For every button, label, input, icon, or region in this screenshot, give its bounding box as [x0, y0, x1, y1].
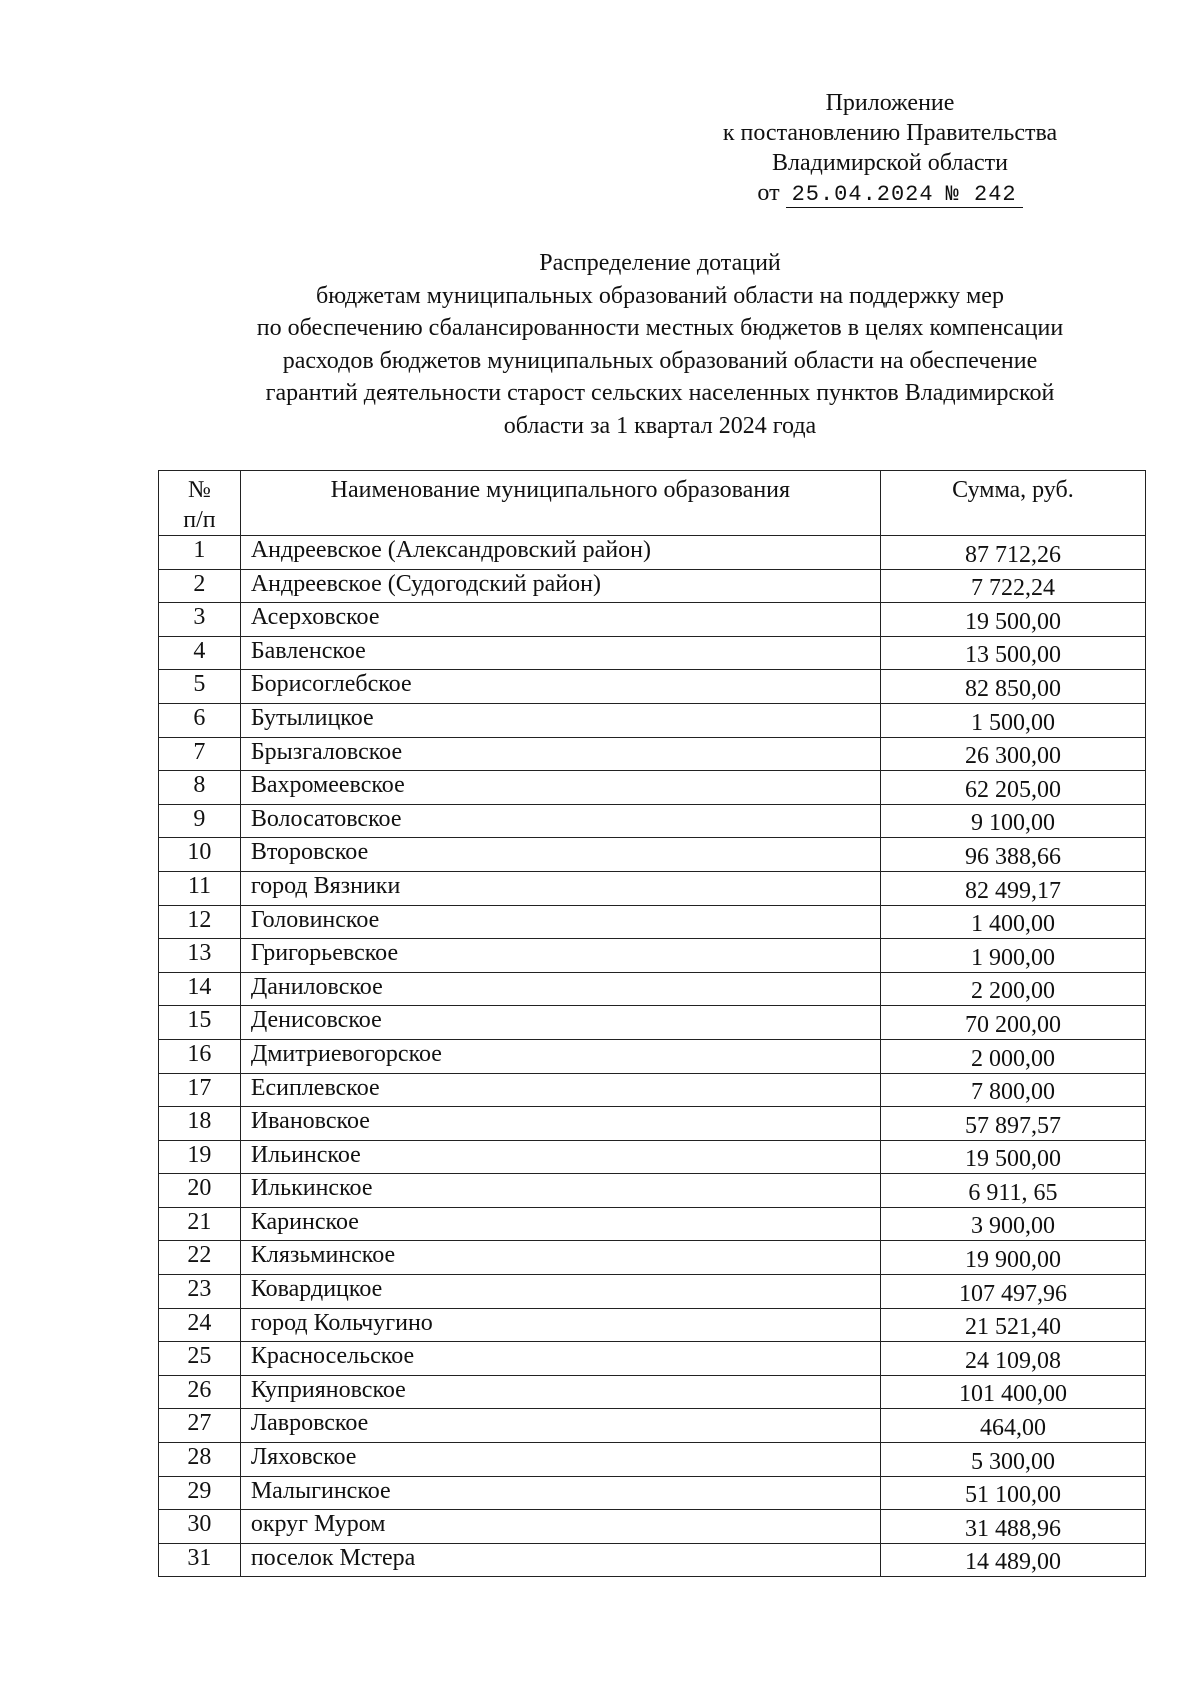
- row-name: Головинское: [240, 905, 880, 939]
- row-number: 15: [159, 1006, 241, 1040]
- row-sum: 21 521,40: [880, 1308, 1145, 1342]
- table-row: [159, 1207, 1146, 1241]
- row-sum: 1 900,00: [880, 939, 1145, 973]
- row-name: Бавленское: [240, 636, 880, 670]
- row-name: Ивановское: [240, 1107, 880, 1141]
- row-number: 29: [159, 1476, 241, 1510]
- row-sum: 96 388,66: [880, 838, 1145, 872]
- row-sum: 19 900,00: [880, 1241, 1145, 1275]
- row-number: 18: [159, 1107, 241, 1141]
- table-row: [159, 536, 1146, 570]
- table-row: [159, 1107, 1146, 1141]
- row-sum: 70 200,00: [880, 1006, 1145, 1040]
- row-number: 4: [159, 636, 241, 670]
- row-number: 30: [159, 1510, 241, 1544]
- row-sum: 9 100,00: [880, 804, 1145, 838]
- row-number: 27: [159, 1409, 241, 1443]
- title-line: расходов бюджетов муниципальных образований области на обеспечение: [282, 347, 1038, 374]
- appendix-header: [690, 88, 1090, 210]
- row-name: Илькинское: [240, 1174, 880, 1208]
- table-row: [159, 838, 1146, 872]
- table-row: [159, 1073, 1146, 1107]
- row-number: 3: [159, 603, 241, 637]
- document-title: [160, 247, 1160, 442]
- row-number: 9: [159, 804, 241, 838]
- title-line: бюджетам муниципальных образований области на поддержку мер: [316, 282, 1004, 309]
- row-sum: 1 400,00: [880, 905, 1145, 939]
- row-sum: 7 722,24: [880, 569, 1145, 603]
- row-number: 24: [159, 1308, 241, 1342]
- row-number: 19: [159, 1140, 241, 1174]
- header-name: Наименование муниципального образования: [240, 471, 880, 536]
- row-name: Второвское: [240, 838, 880, 872]
- header-sum: Сумма, руб.: [880, 471, 1145, 536]
- table-row: [159, 1174, 1146, 1208]
- appendix-label: Приложение: [825, 90, 955, 116]
- table-row: [159, 703, 1146, 737]
- table-row: [159, 569, 1146, 603]
- row-number: 21: [159, 1207, 241, 1241]
- row-sum: 464,00: [880, 1409, 1145, 1443]
- row-sum: 87 712,26: [880, 536, 1145, 570]
- row-name: Денисовское: [240, 1006, 880, 1040]
- row-sum: 7 800,00: [880, 1073, 1145, 1107]
- row-sum: 107 497,96: [880, 1275, 1145, 1309]
- row-name: Куприяновское: [240, 1375, 880, 1409]
- row-number: 2: [159, 569, 241, 603]
- row-name: Бутылицкое: [240, 703, 880, 737]
- row-sum: 101 400,00: [880, 1375, 1145, 1409]
- row-number: 25: [159, 1342, 241, 1376]
- row-name: Андреевское (Судогодский район): [240, 569, 880, 603]
- table-row: [159, 871, 1146, 905]
- table-row: [159, 1510, 1146, 1544]
- row-number: 8: [159, 771, 241, 805]
- row-sum: 24 109,08: [880, 1342, 1145, 1376]
- table-row: [159, 905, 1146, 939]
- title-line: по обеспечению сбалансированности местных бюджетов в целях компенсации: [256, 315, 1064, 341]
- row-number: 23: [159, 1275, 241, 1309]
- date-prefix: от: [757, 180, 780, 206]
- row-name: поселок Мстера: [240, 1543, 880, 1577]
- table-row: [159, 771, 1146, 805]
- row-number: 20: [159, 1174, 241, 1208]
- row-number: 28: [159, 1443, 241, 1477]
- resolution-date: 25.04.2024: [786, 182, 940, 208]
- row-number: 11: [159, 871, 241, 905]
- row-name: Волосатовское: [240, 804, 880, 838]
- table-row: [159, 1375, 1146, 1409]
- row-name: Каринское: [240, 1207, 880, 1241]
- row-sum: 62 205,00: [880, 771, 1145, 805]
- row-sum: 19 500,00: [880, 603, 1145, 637]
- row-name: Борисоглебское: [240, 670, 880, 704]
- row-sum: 57 897,57: [880, 1107, 1145, 1141]
- row-sum: 19 500,00: [880, 1140, 1145, 1174]
- row-number: 14: [159, 972, 241, 1006]
- row-sum: 26 300,00: [880, 737, 1145, 771]
- appendix-date-line: [690, 178, 1090, 210]
- row-name: Григорьевское: [240, 939, 880, 973]
- row-sum: 82 499,17: [880, 871, 1145, 905]
- row-sum: 2 200,00: [880, 972, 1145, 1006]
- row-sum: 82 850,00: [880, 670, 1145, 704]
- row-number: 12: [159, 905, 241, 939]
- distribution-table: [158, 470, 1146, 1577]
- row-name: Красносельское: [240, 1342, 880, 1376]
- row-name: Малыгинское: [240, 1476, 880, 1510]
- row-sum: 3 900,00: [880, 1207, 1145, 1241]
- row-number: 17: [159, 1073, 241, 1107]
- table-row: [159, 1308, 1146, 1342]
- title-line: области за 1 квартал 2024 года: [503, 412, 817, 439]
- row-number: 6: [159, 703, 241, 737]
- table-row: [159, 670, 1146, 704]
- table-row: [159, 737, 1146, 771]
- row-number: 7: [159, 737, 241, 771]
- row-name: округ Муром: [240, 1510, 880, 1544]
- row-name: Ляховское: [240, 1443, 880, 1477]
- table-row: [159, 972, 1146, 1006]
- row-name: Ковардицкое: [240, 1275, 880, 1309]
- row-name: город Вязники: [240, 871, 880, 905]
- title-line: гарантий деятельности старост сельских населенных пунктов Владимирской: [265, 380, 1055, 406]
- row-number: 16: [159, 1039, 241, 1073]
- row-name: Даниловское: [240, 972, 880, 1006]
- row-sum: 14 489,00: [880, 1543, 1145, 1577]
- row-name: Брызгаловское: [240, 737, 880, 771]
- row-sum: 31 488,96: [880, 1510, 1145, 1544]
- table-row: [159, 1476, 1146, 1510]
- row-name: Асерховское: [240, 603, 880, 637]
- table-row: [159, 636, 1146, 670]
- row-number: 31: [159, 1543, 241, 1577]
- table-row: [159, 1342, 1146, 1376]
- table-row: [159, 1409, 1146, 1443]
- row-name: Клязьминское: [240, 1241, 880, 1275]
- table-row: [159, 603, 1146, 637]
- table-row: [159, 1006, 1146, 1040]
- row-sum: 5 300,00: [880, 1443, 1145, 1477]
- row-name: город Кольчугино: [240, 1308, 880, 1342]
- header-number: № п/п: [159, 471, 241, 536]
- table-row: [159, 804, 1146, 838]
- table-header-row: [159, 471, 1146, 536]
- row-number: 1: [159, 536, 241, 570]
- appendix-resolution-ref: к постановлению Правительства: [722, 120, 1058, 146]
- table-row: [159, 1039, 1146, 1073]
- row-number: 5: [159, 670, 241, 704]
- row-sum: 51 100,00: [880, 1476, 1145, 1510]
- row-name: Андреевское (Александровский район): [240, 536, 880, 570]
- row-sum: 2 000,00: [880, 1039, 1145, 1073]
- resolution-number: № 242: [940, 182, 1023, 208]
- row-number: 13: [159, 939, 241, 973]
- row-number: 22: [159, 1241, 241, 1275]
- table-row: [159, 1241, 1146, 1275]
- row-name: Вахромеевское: [240, 771, 880, 805]
- table-row: [159, 1543, 1146, 1577]
- title-line: Распределение дотаций: [539, 250, 781, 276]
- table-row: [159, 1140, 1146, 1174]
- table-body: [159, 536, 1146, 1577]
- row-name: Ильинское: [240, 1140, 880, 1174]
- row-number: 26: [159, 1375, 241, 1409]
- row-number: 10: [159, 838, 241, 872]
- appendix-region: Владимирской области: [772, 150, 1008, 176]
- row-sum: 6 911, 65: [880, 1174, 1145, 1208]
- row-name: Лавровское: [240, 1409, 880, 1443]
- row-sum: 1 500,00: [880, 703, 1145, 737]
- row-name: Есиплевское: [240, 1073, 880, 1107]
- row-sum: 13 500,00: [880, 636, 1145, 670]
- table-row: [159, 1275, 1146, 1309]
- table-row: [159, 939, 1146, 973]
- table-row: [159, 1443, 1146, 1477]
- row-name: Дмитриевогорское: [240, 1039, 880, 1073]
